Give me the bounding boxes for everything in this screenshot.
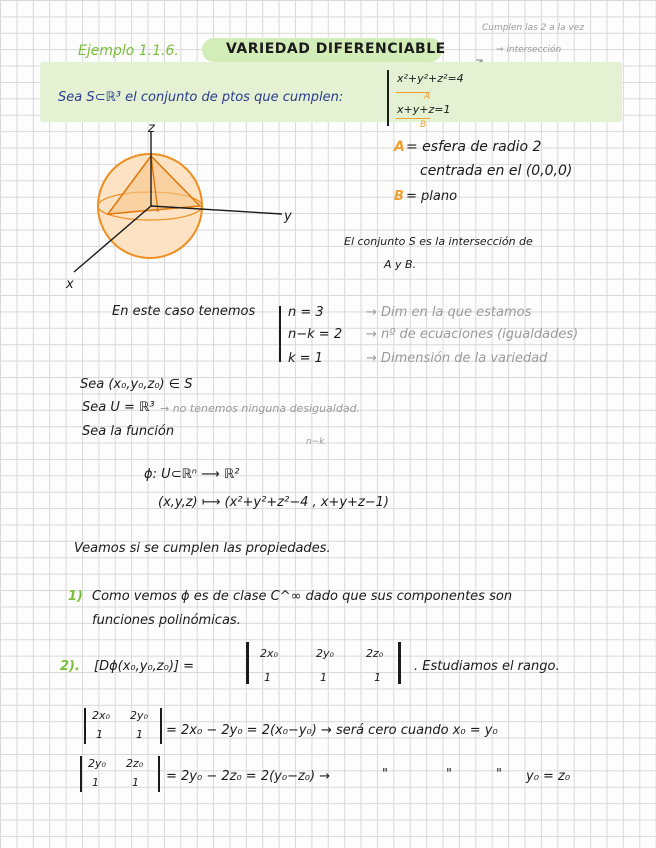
dims-intro: En este caso tenemos [112, 304, 256, 319]
legend-b-text: = plano [406, 189, 458, 204]
minor-1-expression: = 2x₀ − 2y₀ = 2(x₀−y₀) → será cero cuando x₀ = y₀ [166, 723, 498, 738]
minor-cell: 1 [92, 776, 99, 789]
minor-1-right-bar [160, 708, 162, 744]
legend-b-tag: B [394, 189, 404, 204]
map-definition: ϕ: U⊂ℝⁿ ⟶ ℝ² [144, 467, 240, 482]
setup-function-intro: Sea la función [82, 424, 175, 439]
example-label: Ejemplo 1.1.6. [78, 43, 179, 59]
matrix-cell: 1 [264, 671, 271, 684]
dims-nk: n−k = 2 [288, 327, 343, 342]
dims-brace [279, 306, 281, 362]
property-1-number: 1) [68, 589, 83, 604]
legend-a-line1: = esfera de radio 2 [406, 139, 542, 155]
matrix-cell: 1 [320, 671, 327, 684]
matrix-left-bar [246, 642, 249, 684]
equation-underline [396, 118, 430, 119]
page-title: VARIEDAD DIFERENCIABLE [226, 41, 446, 57]
equation-sphere: x²+y²+z²=4 [397, 72, 464, 85]
ditto-mark: " [496, 767, 502, 782]
sphere-plane-figure [60, 118, 300, 293]
matrix-right-bar [398, 642, 401, 684]
setup-open-set-note: → no tenemos ninguna desigualdad. [160, 402, 361, 415]
matrix-cell: 2y₀ [316, 647, 334, 660]
map-formula: (x,y,z) ⟼ (x²+y²+z²−4 , x+y+z−1) [158, 495, 390, 510]
equation-underline [396, 92, 430, 93]
rank-note: . Estudiamos el rango. [414, 659, 560, 674]
intersection-line2: A y B. [384, 258, 417, 271]
equation-plane: x+y+z=1 [397, 103, 451, 116]
axis-label-x: x [66, 277, 74, 292]
minor-cell: 2y₀ [130, 709, 148, 722]
ditto-mark: " [382, 767, 388, 782]
minor-2-right-bar [158, 756, 160, 792]
dims-n-note: → Dim en la que estamos [366, 305, 532, 320]
equation-sphere-tag: A [424, 92, 431, 102]
minor-cell: 2z₀ [126, 757, 144, 770]
dims-k: k = 1 [288, 351, 323, 366]
definition-text: Sea S⊂ℝ³ el conjunto de ptos que cumplen: [58, 90, 344, 105]
matrix-cell: 2z₀ [366, 647, 384, 660]
axis-label-z: z [148, 121, 155, 136]
setup-point: Sea (x₀,y₀,z₀) ∈ S [80, 377, 193, 392]
matrix-cell: 1 [374, 671, 381, 684]
legend-a-line2: centrada en el (0,0,0) [420, 163, 573, 179]
intersection-line1: El conjunto S es la intersección de [344, 235, 533, 248]
jacobian-lhs: [Dϕ(x₀,y₀,z₀)] = [94, 659, 195, 674]
dims-n: n = 3 [288, 305, 324, 320]
axis-label-y: y [284, 209, 292, 224]
side-note-line1: Cumplen las 2 a la vez [482, 23, 585, 33]
minor-1-left-bar [84, 708, 86, 744]
side-note-line2: ⇒ intersección [496, 45, 562, 55]
system-brace [387, 70, 389, 126]
setup-open-set: Sea U = ℝ³ [82, 400, 155, 415]
map-codomain-note: n−k [306, 437, 325, 447]
matrix-cell: 2x₀ [260, 647, 278, 660]
minor-cell: 1 [96, 728, 103, 741]
minor-cell: 2y₀ [88, 757, 106, 770]
property-1-line2: funciones polinómicas. [92, 613, 241, 628]
dims-nk-note: → nº de ecuaciones (igualdades) [366, 327, 579, 342]
properties-intro: Veamos si se cumplen las propiedades. [74, 541, 331, 556]
equation-plane-tag: B [420, 120, 427, 130]
minor-cell: 2x₀ [92, 709, 110, 722]
minor-cell: 1 [132, 776, 139, 789]
property-1-line1: Como vemos ϕ es de clase C^∞ dado que sus componentes son [92, 589, 513, 604]
minor-cell: 1 [136, 728, 143, 741]
legend-a-tag: A [394, 139, 405, 155]
property-2-number: 2). [60, 659, 80, 674]
minor-2-condition: y₀ = z₀ [526, 769, 571, 784]
ditto-mark: " [446, 767, 452, 782]
dims-k-note: → Dimensión de la variedad [366, 351, 548, 366]
minor-2-expression: = 2y₀ − 2z₀ = 2(y₀−z₀) → [166, 769, 331, 784]
minor-2-left-bar [80, 756, 82, 792]
